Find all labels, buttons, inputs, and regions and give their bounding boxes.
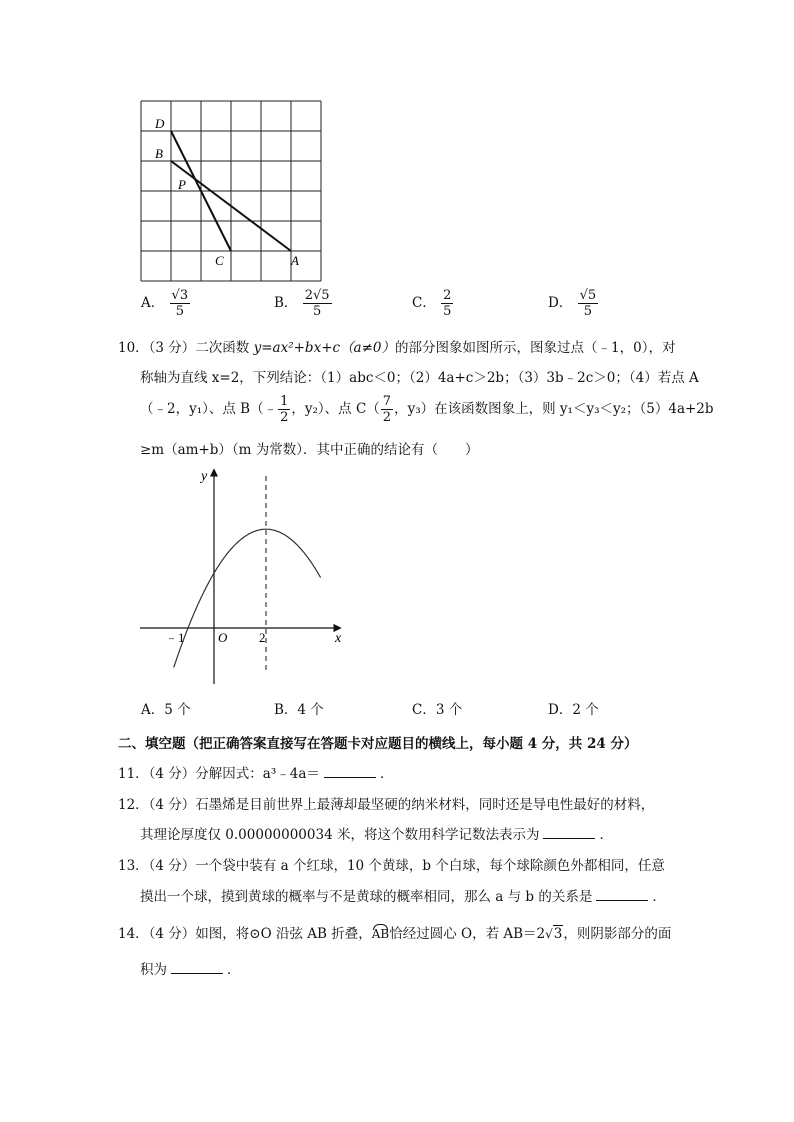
- fraction-seven-half: [381, 394, 393, 425]
- arc-ab: AB: [372, 924, 389, 941]
- text: ．: [227, 962, 241, 978]
- formula: y=ax²+bx+c（a≠0）: [253, 340, 396, 356]
- q10-line-1: [118, 336, 675, 356]
- option-fraction: [170, 288, 191, 319]
- q9-option-a: [141, 288, 191, 319]
- numerator: 2√5: [304, 288, 330, 303]
- option-letter: C．: [412, 295, 436, 311]
- sqrt-value: 3: [553, 926, 563, 942]
- q10-option-b: B．4 个: [274, 702, 324, 718]
- label-D: D: [155, 116, 165, 131]
- numerator: 2: [443, 288, 452, 303]
- grid-figure: [135, 95, 335, 285]
- denominator: 5: [175, 304, 184, 319]
- option-letter: D．: [548, 295, 573, 311]
- y-axis-label: y: [201, 469, 208, 484]
- x-axis-label: x: [335, 631, 342, 646]
- denominator: 2: [382, 410, 392, 425]
- q10-line-2: 称轴为直线 x=2，下列结论：（1）abc＜0；（2）4a+c＞2b；（3）3b﹣2c＞0；（4）若点 A: [140, 370, 699, 386]
- numerator: 1: [280, 394, 289, 409]
- q10-option-a: A．5 个: [141, 702, 191, 718]
- text: ．: [379, 766, 394, 782]
- parabola-curve: [174, 529, 321, 667]
- text: （﹣2，y₁）、点 B（﹣: [140, 401, 278, 417]
- q12-line-1: 12．（4 分）石墨烯是目前世界上最薄却最坚硬的纳米材料，同时还是导电性最好的材料，: [118, 797, 655, 813]
- option-fraction: [578, 288, 599, 319]
- q14-line-2: [140, 958, 241, 978]
- tick-label-neg1: ﹣1: [165, 630, 185, 645]
- text: 摸出一个球，摸到黄球的概率与不是黄球的概率相同，那么 a 与 b 的关系是: [140, 889, 593, 905]
- text: ．: [652, 889, 666, 905]
- q10-line-3: [140, 394, 714, 425]
- text: ，y₂）、点 C（: [291, 401, 380, 417]
- q13-line-1: 13．（4 分）一个袋中装有 a 个红球，10 个黄球，b 个白球，每个球除颜色外都相同，任意: [118, 858, 665, 874]
- section-2-heading: 二、填空题（把正确答案直接写在答题卡对应题目的横线上，每小题 4 分，共 24 分）: [118, 736, 638, 752]
- denominator: 5: [312, 304, 322, 319]
- label-P: P: [178, 177, 186, 192]
- q9-option-d: [548, 288, 599, 319]
- denominator: 2: [280, 410, 289, 425]
- text: ．: [599, 827, 613, 843]
- denominator: 5: [583, 304, 593, 319]
- fraction-neg-half: [278, 394, 290, 425]
- origin-label: O: [218, 630, 228, 645]
- text: ，y₃）在该函数图象上，则 y₁＜y₃＜y₂；（5）4a+2b: [394, 401, 714, 417]
- q10-line-4: ≥m（am+b）（m 为常数）．其中正确的结论有（ ）: [140, 442, 479, 458]
- label-B: B: [155, 146, 163, 161]
- sqrt-symbol: √: [545, 927, 553, 941]
- text: 积为: [140, 962, 167, 978]
- text: ，则阴影部分的面: [563, 926, 672, 942]
- q10-option-d: D．2 个: [548, 702, 599, 718]
- q14-line-1: [118, 922, 671, 942]
- answer-blank[interactable]: [596, 888, 648, 901]
- q12-line-2: [140, 823, 613, 843]
- denominator: 5: [443, 304, 452, 319]
- tick-label-2: 2: [259, 630, 266, 645]
- text: 恰经过圆心 O，若 AB＝2: [389, 926, 546, 942]
- option-fraction: [303, 288, 332, 319]
- answer-blank[interactable]: [324, 765, 376, 778]
- label-A: A: [291, 253, 299, 268]
- option-fraction: [441, 288, 453, 319]
- parabola-figure: [135, 462, 365, 692]
- numerator: 7: [382, 394, 392, 409]
- text: 其理论厚度仅 0.00000000034 米，将这个数用科学记数法表示为: [140, 827, 540, 843]
- option-letter: A．: [141, 295, 165, 311]
- q11: [118, 762, 393, 782]
- text: 二次函数: [195, 340, 254, 356]
- text: 11．（4 分）分解因式：a³﹣4a＝: [118, 766, 320, 782]
- answer-blank[interactable]: [171, 961, 223, 974]
- q9-option-c: [412, 288, 454, 319]
- option-letter: B．: [274, 295, 298, 311]
- numerator: √5: [579, 288, 597, 303]
- label-C: C: [215, 253, 224, 268]
- text: 的部分图象如图所示，图象过点（﹣1，0），对: [395, 340, 676, 356]
- answer-blank[interactable]: [543, 826, 595, 839]
- numerator: √3: [171, 288, 189, 303]
- question-number: 10．（3 分）: [118, 340, 196, 356]
- q13-line-2: [140, 885, 666, 905]
- q10-option-c: C．3 个: [412, 702, 463, 718]
- q9-option-b: [274, 288, 333, 319]
- text: 14．（4 分）如图，将⊙O 沿弦 AB 折叠，: [118, 926, 372, 942]
